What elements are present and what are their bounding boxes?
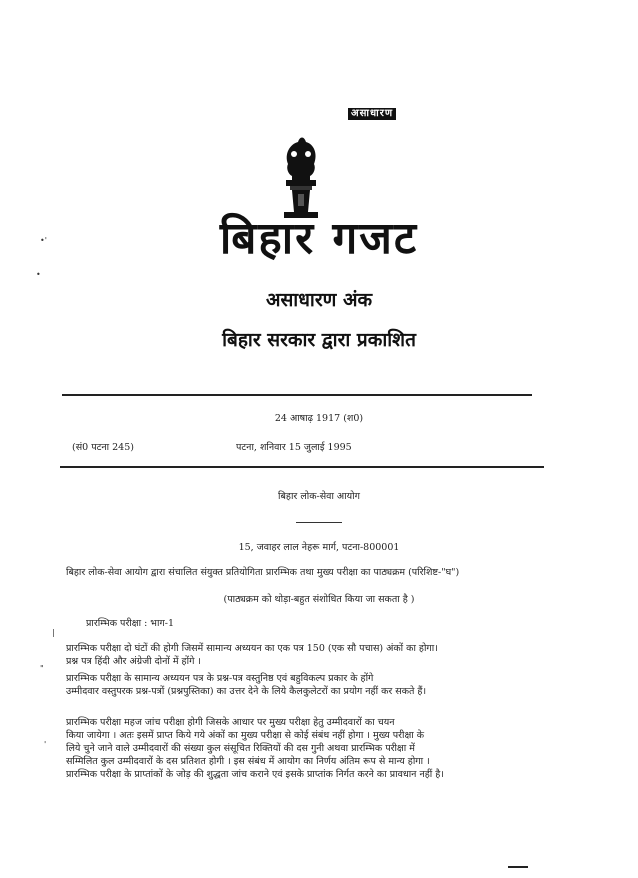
syllabus-note: (पाठ्यक्रम को थोड़ा-बहुत संशोधित किया जा सकता है ) (223, 594, 415, 605)
syllabus-heading: बिहार लोक-सेवा आयोग द्वारा संचालित संयुक्त प्रतियोगिता प्रारम्भिक तथा मुख्य परीक्षा का पाठ्यक्रम (परिशिष्ट-"घ") (66, 567, 460, 578)
paragraph-line: प्रारम्भिक परीक्षा के सामान्य अध्ययन पत्र के प्रश्न-पत्र वस्तुनिष्ठ एवं बहुविकल्प प्रकार के होंगे (66, 673, 374, 684)
top-divider (62, 394, 532, 396)
commission-name: बिहार लोक-सेवा आयोग (278, 491, 360, 502)
commission-underline (296, 522, 342, 523)
paragraph-line: प्रश्न पत्र हिंदी और अंग्रेजी दोनों में होंगे । (66, 656, 202, 667)
margin-mark: • (36, 270, 41, 279)
footer-dash (508, 866, 528, 868)
paragraph-question-type (66, 672, 544, 698)
margin-mark: " (40, 664, 44, 673)
special-issue-label: असाधारण अंक (265, 289, 373, 311)
margin-mark: ' (44, 740, 47, 749)
issue-number: (सं0 पटना 245) (72, 442, 134, 453)
commission-address: 15, जवाहर लाल नेहरू मार्ग, पटना-800001 (238, 542, 400, 553)
section-label: प्रारम्भिक परीक्षा : भाग-1 (86, 618, 175, 629)
margin-mark: | (52, 628, 55, 637)
gregorian-date: पटना, शनिवार 15 जुलाई 1995 (236, 442, 352, 453)
paragraph-exam-duration (66, 642, 544, 668)
margin-mark: •' (40, 236, 47, 245)
paragraph-line: प्रारम्भिक परीक्षा दो घंटों की होगी जिसमें सामान्य अध्ययन का एक पत्र 150 (एक सौ पचास) अंकों का होगा। (66, 643, 438, 654)
paragraph-line: सम्मिलित कुल उम्मीदवारों के दस प्रतिशत होगी । इस संबंध में आयोग का निर्णय अंतिम रूप से मान्य होगा । (66, 756, 430, 767)
bottom-divider (60, 466, 544, 468)
paragraph-line: किया जायेगा । अतः इसमें प्राप्त किये गये अंकों का मुख्य परीक्षा से कोई संबंध नहीं होगा । मुख्य परीक्षा के (66, 730, 425, 741)
published-by-label: बिहार सरकार द्वारा प्रकाशित (222, 329, 416, 351)
gazette-title: बिहार गजट (219, 213, 419, 264)
paragraph-line: उम्मीदवार वस्तुपरक प्रश्न-पत्रों (प्रश्नपुस्तिका) का उत्तर देने के लिये कैलकुलेटरों का प्रयोग नहीं कर सकते हैं। (66, 686, 427, 697)
top-stamp: असाधारण (348, 108, 396, 120)
paragraph-screening (66, 716, 544, 781)
paragraph-line: लिये चुने जाने वाले उम्मीदवारों की संख्या कुल संसूचित रिक्तियों की दस गुनी अथवा प्रारम्भिक परीक्षा में (66, 743, 415, 754)
saka-date: 24 आषाढ़ 1917 (श0) (274, 413, 364, 424)
paragraph-line: प्रारम्भिक परीक्षा के प्राप्तांकों के जोड़ की शुद्धता जांच कराने एवं इसके प्राप्तांक निर्गत करने का प्रावधान नहीं है। (66, 769, 444, 780)
paragraph-line: प्रारम्भिक परीक्षा महज जांच परीक्षा होगी जिसके आधार पर मुख्य परीक्षा हेतु उम्मीदवारों का चयन (66, 717, 395, 728)
